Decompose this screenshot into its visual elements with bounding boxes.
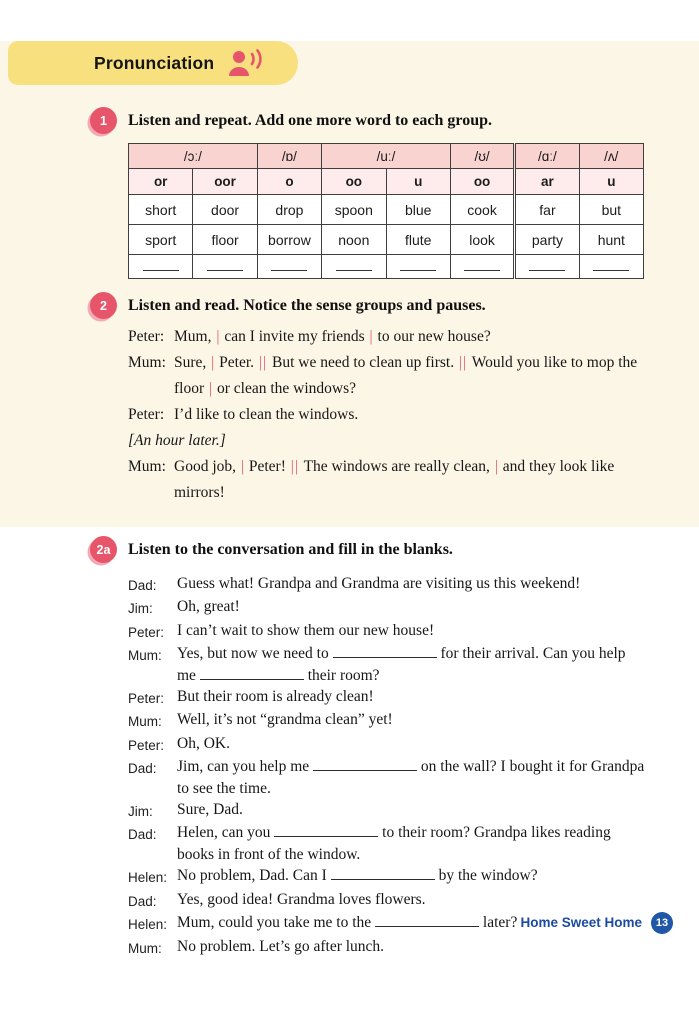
dialogue-line (128, 402, 650, 428)
word-cell: cook (450, 195, 514, 225)
dialogue-text: Jim, can you help me on the wall? I bought it for Grandpa to see the time. (177, 758, 645, 797)
spelling-cell: oo (322, 169, 386, 195)
pause-mark: | (494, 458, 498, 475)
activity-2-header (90, 292, 699, 319)
activity-2a-badge: 2a (90, 536, 117, 563)
word-cell: sport (129, 225, 193, 255)
dialogue-text: Yes, good idea! Grandma loves flowers. (177, 890, 426, 908)
answer-blank-line (464, 259, 500, 271)
phoneme-header-cell: /ɑː/ (515, 144, 579, 169)
stage-direction (128, 428, 650, 454)
pause-mark: | (240, 458, 244, 475)
dialogue-text: I can’t wait to show them our new house! (177, 621, 435, 639)
pronunciation-banner (8, 41, 298, 85)
activity-1-instruction: Listen and repeat. Add one more word to each group. (128, 111, 493, 129)
dialogue-text: Good job, | Peter! || The windows are really clean, | and they look like mirrors! (174, 458, 615, 501)
word-cell: spoon (322, 195, 386, 225)
dialogue-line (128, 889, 646, 912)
speaker-label: Dad: (128, 827, 157, 843)
word-cell: hunt (579, 225, 643, 255)
fill-in-blank (274, 824, 378, 837)
dialogue-line (128, 865, 646, 888)
speaker-label: Peter: (128, 737, 165, 753)
spelling-row (129, 169, 644, 195)
dialogue-text: Mum, could you take me to the later? (177, 914, 518, 932)
speaker-label: Dad: (128, 578, 157, 593)
dialogue-line (128, 573, 646, 596)
answer-blank-line (336, 259, 372, 271)
word-cell: short (129, 195, 193, 225)
answer-blank-cell (579, 255, 643, 279)
dialogue-text: Guess what! Grandpa and Grandma are visiting us this weekend! (177, 575, 581, 592)
fill-in-blank (200, 667, 304, 680)
activity-2a-header (90, 536, 699, 563)
dialogue-text: Mum, | can I invite my friends | to our new house? (174, 328, 491, 345)
speaker-label: Mum: (128, 354, 166, 371)
answer-blank-cell (257, 255, 321, 279)
dialogue-text: Oh, great! (177, 598, 240, 616)
pause-mark: || (258, 354, 268, 371)
phoneme-header-cell: /ɒ/ (257, 144, 321, 169)
dialogue-line (128, 799, 646, 822)
speaker-label: Mum: (128, 714, 162, 730)
speaker-label: Helen: (128, 870, 168, 886)
speaker-label: Mum: (128, 940, 162, 956)
speaker-label: Mum: (128, 648, 162, 664)
dialogue-line (128, 709, 646, 732)
activity-2-badge: 2 (90, 292, 117, 319)
word-cell: drop (257, 195, 321, 225)
word-cell: party (515, 225, 579, 255)
pause-mark: | (209, 380, 213, 397)
answer-blank-line (593, 259, 629, 271)
phoneme-table (128, 143, 644, 279)
dialogue-text: But their room is already clean! (177, 688, 374, 706)
activity-2 (0, 292, 699, 506)
speaker-label: Jim: (128, 804, 153, 820)
pause-mark: | (369, 328, 373, 345)
activity-1 (0, 107, 699, 279)
phoneme-header-cell: /ɔː/ (129, 144, 258, 169)
word-row (129, 195, 644, 225)
answer-blank-cell (386, 255, 450, 279)
word-cell: blue (386, 195, 450, 225)
dialogue-line (128, 454, 650, 506)
speaking-person-icon (226, 48, 266, 78)
answer-blank-cell (515, 255, 579, 279)
dialogue-text: Sure, Dad. (177, 801, 243, 819)
page-footer (520, 912, 673, 934)
activity-1-badge: 1 (90, 107, 117, 134)
speaker-label: Dad: (128, 761, 157, 777)
speaker-label: Peter: (128, 406, 165, 423)
textbook-page (0, 41, 699, 959)
speaker-label: Dad: (128, 893, 157, 909)
pause-mark: || (458, 354, 468, 371)
dialogue-text: Helen, can you to their room? Grandpa likes reading books in front of the window. (177, 824, 611, 863)
dialogue-text: No problem, Dad. Can I by the window? (177, 867, 538, 885)
dialogue-text: Oh, OK. (177, 734, 230, 752)
answer-blank-cell (193, 255, 257, 279)
dialogue-text: No problem. Let’s go after lunch. (177, 937, 385, 955)
dialogue-line (128, 756, 646, 799)
word-cell: floor (193, 225, 257, 255)
speaker-label: Mum: (128, 458, 166, 475)
activity-2a (0, 536, 699, 959)
speaker-label: Jim: (128, 601, 153, 617)
spelling-cell: o (257, 169, 321, 195)
dialogue-line (128, 620, 646, 643)
pause-mark: || (290, 458, 299, 475)
word-cell: look (450, 225, 514, 255)
answer-blank-line (143, 259, 179, 271)
dialogue-text: Yes, but now we need to for their arrival. Can you help me their room? (177, 645, 626, 684)
dialogue-line (128, 822, 646, 865)
sense-group-dialogue (128, 324, 650, 506)
word-cell: noon (322, 225, 386, 255)
activity-2-instruction: Listen and read. Notice the sense groups and pauses. (128, 296, 486, 314)
speaker-label: Peter: (128, 624, 165, 640)
phoneme-header-cell: /uː/ (322, 144, 451, 169)
word-cell: far (515, 195, 579, 225)
dialogue-line (128, 324, 650, 350)
word-row (129, 225, 644, 255)
dialogue-line (128, 428, 650, 454)
stage-italic: [An hour later.] (128, 432, 226, 449)
word-cell: borrow (257, 225, 321, 255)
fill-in-blank (331, 867, 435, 880)
answer-blank-line (400, 259, 436, 271)
section-title: Pronunciation (94, 52, 215, 73)
fill-in-blank (333, 645, 437, 658)
spelling-cell: oor (193, 169, 257, 195)
fill-in-blank (375, 914, 479, 927)
dialogue-line (128, 350, 650, 402)
phoneme-header-cell: /ʊ/ (450, 144, 514, 169)
dialogue-line (128, 936, 646, 959)
dialogue-line (128, 643, 646, 686)
answer-blank-line (529, 259, 565, 271)
pause-mark: | (211, 354, 215, 371)
fill-in-blanks-dialogue (128, 573, 646, 959)
dialogue-text: Sure, | Peter. || But we need to clean up first. || Would you like to mop the floor | or clean the windows? (174, 354, 638, 397)
answer-blank-line (207, 259, 243, 271)
spelling-cell: ar (515, 169, 579, 195)
dialogue-text: Well, it’s not “grandma clean” yet! (177, 711, 393, 729)
spelling-cell: u (579, 169, 643, 195)
dialogue-text: I’d like to clean the windows. (174, 406, 359, 423)
chapter-title: Home Sweet Home (520, 915, 642, 931)
speaker-label: Peter: (128, 691, 165, 707)
spelling-cell: u (386, 169, 450, 195)
spelling-cell: or (129, 169, 193, 195)
dialogue-line (128, 733, 646, 756)
answer-blank-cell (450, 255, 514, 279)
dialogue-line (128, 596, 646, 619)
spelling-cell: oo (450, 169, 514, 195)
blank-row (129, 255, 644, 279)
word-cell: door (193, 195, 257, 225)
activity-2a-instruction: Listen to the conversation and fill in the blanks. (128, 540, 453, 558)
speaker-label: Peter: (128, 328, 165, 345)
fill-in-blank (313, 758, 417, 771)
word-cell: flute (386, 225, 450, 255)
pause-mark: | (216, 328, 220, 345)
phoneme-header-row (129, 144, 644, 169)
dialogue-line (128, 686, 646, 709)
activity-1-header (90, 107, 699, 134)
answer-blank-cell (129, 255, 193, 279)
speaker-label: Helen: (128, 917, 168, 933)
page-number-badge: 13 (651, 912, 673, 934)
phoneme-header-cell: /ʌ/ (579, 144, 643, 169)
answer-blank-cell (322, 255, 386, 279)
word-cell: but (579, 195, 643, 225)
answer-blank-line (271, 259, 307, 271)
